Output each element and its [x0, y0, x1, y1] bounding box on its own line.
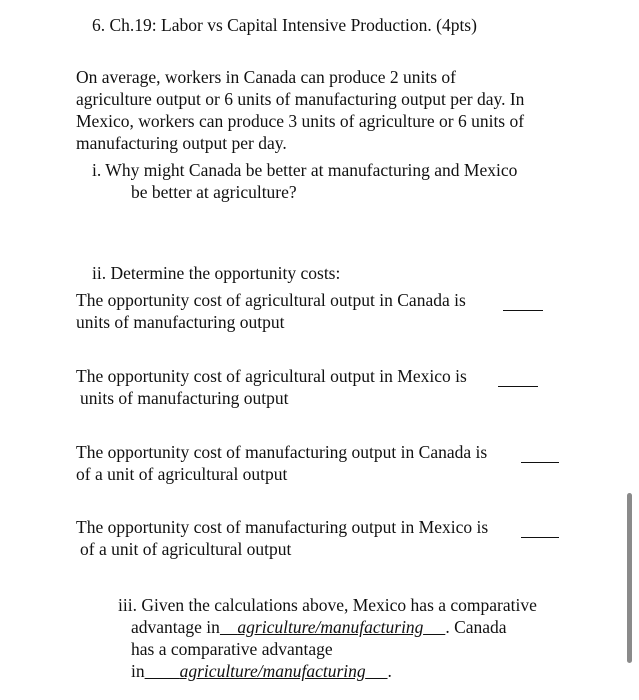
answer-blank[interactable]: [503, 296, 543, 311]
oc-text: The opportunity cost of manufacturing output in Canada is: [76, 442, 488, 462]
part-iii-line: has a comparative advantage: [131, 639, 333, 659]
oc-text: The opportunity cost of agricultural output in Mexico is: [76, 366, 467, 386]
part-iii-text: advantage in: [131, 617, 220, 637]
part-iii-text: .: [387, 661, 392, 681]
question-title: 6. Ch.19: Labor vs Capital Intensive Production. (4pts): [92, 15, 477, 35]
intro-line: On average, workers in Canada can produce 2 units of: [76, 67, 457, 87]
oc-text-cont: of a unit of agricultural output: [80, 539, 292, 559]
answer-blank[interactable]: [498, 372, 538, 387]
oc-text: The opportunity cost of manufacturing output in Mexico is: [76, 517, 489, 537]
part-iii-text: . Canada: [445, 617, 507, 637]
part-i-line: be better at agriculture?: [131, 182, 297, 202]
intro-line: Mexico, workers can produce 3 units of agriculture or 6 units of: [76, 111, 525, 131]
oc-text-cont: units of manufacturing output: [76, 312, 285, 332]
part-iii-text: in: [131, 661, 145, 681]
answer-choice-1[interactable]: agriculture/manufacturing: [237, 617, 424, 637]
oc-text-cont: of a unit of agricultural output: [76, 464, 288, 484]
answer-blank[interactable]: [521, 523, 559, 538]
answer-choice-2[interactable]: agriculture/manufacturing: [179, 661, 366, 681]
part-i-line: i. Why might Canada be better at manufacturing and Mexico: [92, 160, 518, 180]
oc-text-cont: units of manufacturing output: [80, 388, 289, 408]
intro-line: agriculture output or 6 units of manufacturing output per day. In: [76, 89, 525, 109]
intro-line: manufacturing output per day.: [76, 133, 287, 153]
scrollbar-thumb[interactable]: [627, 493, 632, 663]
part-iii-line: iii. Given the calculations above, Mexico has a comparative: [118, 595, 537, 615]
answer-blank[interactable]: [521, 448, 559, 463]
oc-text: The opportunity cost of agricultural output in Canada is: [76, 290, 466, 310]
part-ii-heading: ii. Determine the opportunity costs:: [92, 263, 341, 283]
